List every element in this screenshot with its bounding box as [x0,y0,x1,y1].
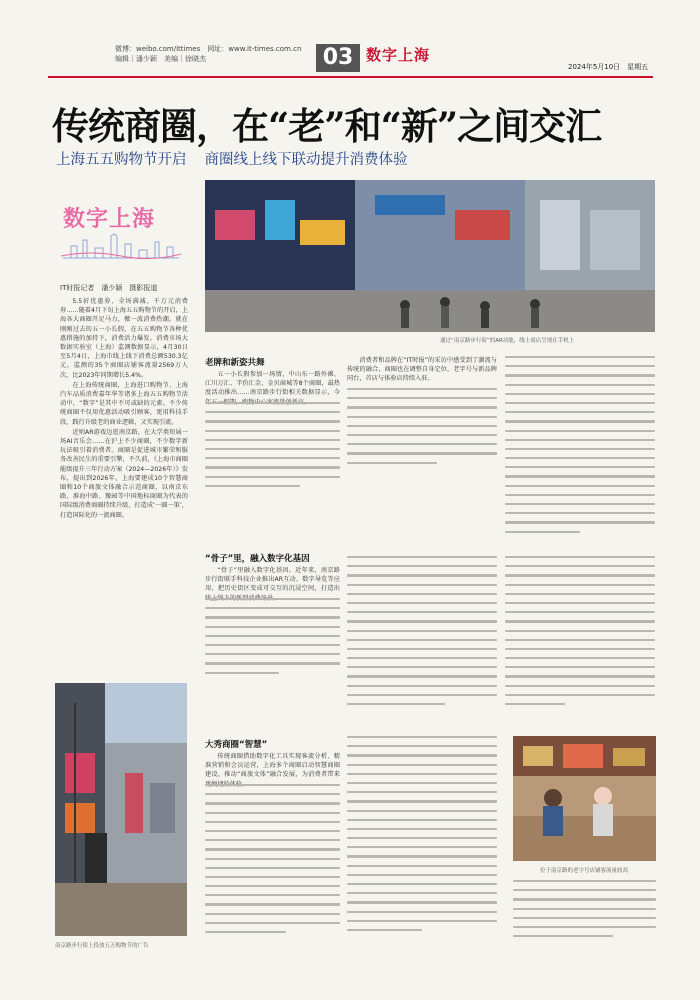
street-billboard-image [55,683,187,936]
headline: 传统商圈，在“老”和“新”之间交汇 [52,104,602,148]
byline: IT时报记者 潘少颖 摄影报道 [60,284,158,292]
section-1-text-lines [205,402,340,494]
left-photo [55,683,187,936]
left-photo-caption: 南京路步行街上投放五五购物节的广告 [55,943,149,949]
section-heading-2: “骨子”里，融入数字化基因 [205,554,310,564]
section-1-intro [205,370,340,398]
masthead-rule [48,76,653,78]
section-3-intro [205,752,340,780]
section-1-paragraph: 五一小长假参加一场情，中山东一路外滩、江川万汇、半价汇金、金贝商城等8个商圈，最热度活动推出……南京路步行街相关数据显示，今 [205,371,340,397]
section-title: 数字上海 [366,46,431,64]
main-photo [205,180,655,332]
lead-paragraph-3: 近则AR游戏边逛南京路，在大学类短展一场AI音乐会……在沪上不少商圈，不少数字新玩法吸引着消费者。商圈是促进城市繁荣和服务改善民生的重要引擎，不久前，《上海市商圈能级提升三年行动方案（2024—2026年）》发布，提出到2026年，上海要建成10个智慧商圈和10个商旅文体融合示范商圈，以南京东路、淮海中路、豫园等中国地标商圈为代表的国际级消费商圈持续升级，打造成‘一圈一策’，打造国际化的一流商圈。 [60,428,188,519]
page-number: 03 [316,44,360,72]
masthead-editor-line: 编辑｜潘少颖 美编｜徐晓杰 [115,55,206,63]
column-2b-text-lines [347,556,497,712]
subhead-part-1: 上海五五购物节开启 [56,152,187,168]
lead-paragraph-1: 5.5折优惠券、全场满减、千万元消费券……随着4月下旬上海五五购物节的开启，上海各大商圈开足马力，掀一波消费热潮。就在刚刚过去的五一小长假，在五五购物节各种优惠措施的加持下，消费活力爆发。消费市场大数据实验室（上海）监测数据显示，4月30日至5月4日，上海市线上线下消费总额530.3亿元，监测的35个商圈店铺客流量2569万人次，比2023年同期增长5.4%。 [60,298,188,379]
column-3-text-lines [505,356,655,540]
lead-column [60,297,188,677]
section-heading-1: 老牌和新姿共舞 [205,358,265,368]
digital-shanghai-logo [55,182,185,272]
masthead-info [115,44,301,64]
section-3-text-lines [205,784,340,940]
masthead [0,0,700,80]
column-3c-text-lines [513,880,656,944]
right-photo-caption: 位于南京路的老字号店铺客流量较高 [540,868,629,874]
section-2-text-lines [205,598,340,681]
column-2c-text-lines [347,736,497,938]
section-heading-3: 大秀商圈“智慧” [205,740,268,750]
issue-date: 2024年5月10日 星期五 [568,63,649,71]
subheadline [56,148,408,169]
column-3b-text-lines [505,556,655,712]
right-photo [513,736,656,861]
section-2-intro [205,566,340,594]
logo-text: 数字上海 [63,206,156,232]
section-3-paragraph: 传统商圈借助数字化工具实现客流分析、精准营销和会员运营，上海多个商圈启动智慧商圈建设，推动“商旅文体”融合发展，为消费者带来 [205,753,340,779]
subhead-part-2: 商圈线上线下联动提升消费体验 [204,152,408,168]
shop-interior-image [513,736,656,861]
section-1-body-paragraph: 消费者和品牌在“IT时报”的采访中感受到了潮流与传统的融合，商圈也在调整自身定位，老字号与新品牌同台，首店与体验店持续入驻。 [347,357,497,383]
section-1-body [347,356,497,384]
lead-paragraph-2: 在上海传统商圈，上海进口购物节、上海汽车品质消费嘉年华等诸多上海五五购物节活动中，“数字”是其中不可或缺的元素。不少传统商圈不仅用优惠活动吸引顾客，更用科技手段，践行升级老的商业逻辑，又实现引流。 [60,381,188,426]
main-photo-caption: 通过“南京路步行街”的AR功能，线上商店呈现在手机上 [440,338,575,344]
skyline-icon [61,234,181,260]
section-2-paragraph: “骨子”里融入数字化基因。近年来，南京路步行街联手科技企业推出AR互动、数字导览等应用，把历史街区变成可交互的沉浸空间，打造出 [205,567,340,593]
column-2-text-lines [347,388,497,471]
street-ar-image [205,180,655,332]
masthead-web-line: 微博：weibo.com/ittimes 网址：www.it-times.com.cn [115,45,302,53]
